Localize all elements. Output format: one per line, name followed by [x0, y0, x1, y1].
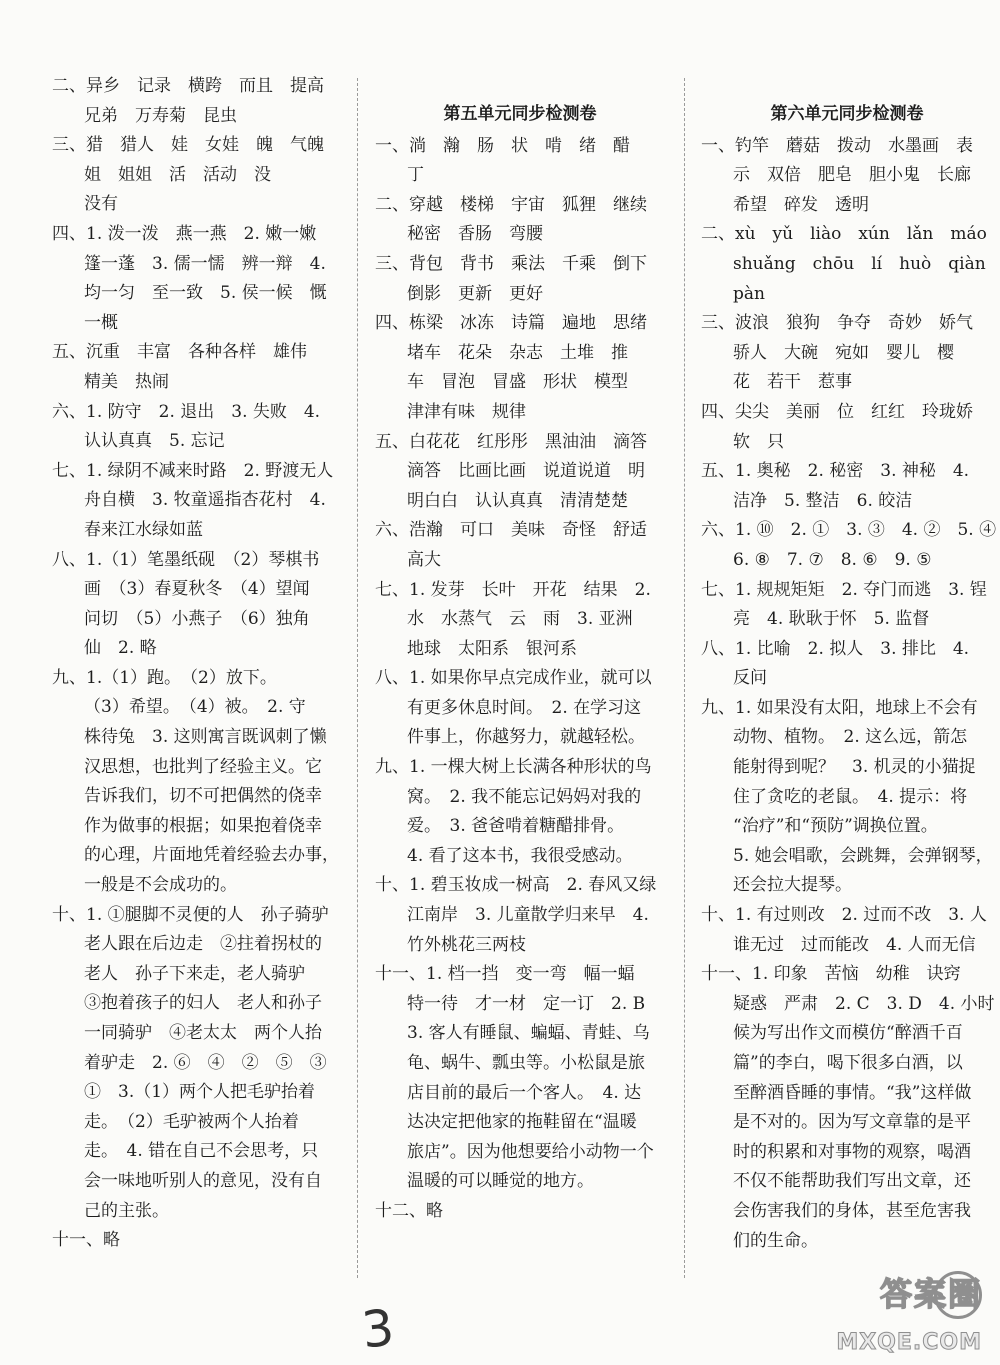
answer-line: 5. 她会唱歌，会跳舞，会弹钢琴， [733, 845, 993, 866]
answer-line: 还会拉大提琴。 [733, 875, 852, 896]
answer-line: 春来江水绿如蓝 [84, 519, 203, 540]
answer-line: pàn [733, 283, 765, 304]
answer-line: 竹外桃花三两枝 [407, 934, 526, 955]
answer-line: 十、1. ①腿脚不灵便的人 孙子骑驴 [52, 904, 329, 925]
answer-line: 一般是不会成功的。 [84, 875, 237, 896]
watermark-logo [836, 1269, 986, 1357]
answer-line: 示 双倍 肥皂 胆小鬼 长廊 [733, 165, 971, 186]
answer-line: 走。 （2）毛驴被两个人抬着 [84, 1111, 299, 1132]
answer-line: 五、沉重 丰富 各种各样 雄伟 [52, 342, 307, 363]
answer-column-3 [701, 72, 997, 1256]
answer-line: （3）希望。 （4）被。 2. 守 [84, 697, 306, 718]
answer-line: 走。 4. 错在自己不会思考，只 [84, 1141, 319, 1162]
answer-line: 三、猎 猎人 娃 女娃 魄 气魄 [52, 135, 324, 156]
answer-line: 精美 热闹 [84, 371, 169, 392]
answer-line: 洁净 5. 整洁 6. 皎洁 [733, 490, 913, 511]
answer-line: 6. ⑧ 7. ⑦ 8. ⑥ 9. ⑤ [733, 549, 932, 570]
answer-line: 不仅不能帮助我们写出文章，还 [733, 1171, 971, 1192]
answer-line: 株待兔 3. 这则寓言既讽刺了懒 [84, 727, 327, 748]
answer-line: 篷一蓬 3. 儒一懦 辨一辩 4. [84, 253, 326, 274]
answer-line: 堵车 花朵 杂志 土堆 推 [407, 342, 628, 363]
answer-line: 着驴走 2. ⑥ ④ ② ⑤ ③ [84, 1052, 327, 1073]
answer-line: 会一味地听别人的意见，没有自 [84, 1170, 322, 1191]
answer-line: 十一、1. 档一挡 变一弯 幅一蝠 [375, 964, 635, 985]
answer-line: 住了贪吃的老鼠。 4. 提示：将 [733, 786, 968, 807]
answer-line: 姐 姐姐 活 活动 没 [84, 164, 271, 185]
answer-line: 十、1. 碧玉妆成一树高 2. 春风又绿 [375, 875, 657, 896]
answer-line: 四、栋梁 冰冻 诗篇 遍地 思绪 [375, 313, 647, 334]
answer-line: shuǎng chōu lí huò qiàn [733, 253, 986, 274]
answer-line: 九、1.（1）跑。 （2）放下。 [52, 667, 277, 688]
answer-line: 十一、略 [52, 1230, 120, 1251]
answer-line: 江南岸 3. 儿童散学归来早 4. [407, 905, 649, 926]
answer-line: 温暖的可以睡觉的地方。 [407, 1171, 594, 1192]
answer-line: 津津有味 规律 [407, 401, 526, 422]
answer-line: 七、1. 发芽 长叶 开花 结果 2. [375, 579, 651, 600]
answer-line: 会伤害我们的身体，甚至危害我 [733, 1200, 971, 1221]
answer-line: 九、1. 如果没有太阳，地球上不会有 [701, 697, 978, 718]
answer-line: 水 水蒸气 云 雨 3. 亚洲 [407, 609, 633, 630]
answer-line: 件事上，你越努力，就越轻松。 [407, 727, 645, 748]
answer-line: 能射得到呢？ 3. 机灵的小猫捉 [733, 757, 976, 778]
answer-line: 希望 碎发 透明 [733, 194, 869, 215]
answer-column-2 [375, 72, 665, 1227]
answer-line: 兄弟 万寿菊 昆虫 [84, 105, 237, 126]
answer-line: 五、1. 奥秘 2. 秘密 3. 神秘 4. [701, 461, 970, 482]
answer-line: 八、1. 如果你早点完成作业，就可以 [375, 668, 652, 689]
answer-line: 八、1.（1）笔墨纸砚 （2）琴棋书 [52, 549, 320, 570]
answer-line: 店目前的最后一个客人。 4. 达 [407, 1082, 642, 1103]
unit5-title: 第五单元同步检测卷 [443, 104, 597, 124]
answer-line: 汉思想，也批判了经验主义。它 [84, 756, 322, 777]
answer-line: 谁无过 过而能改 4. 人而无信 [733, 934, 976, 955]
answer-line: 没有 [84, 194, 118, 215]
answer-line: 反问 [733, 668, 767, 689]
answer-line: 十二、略 [375, 1200, 443, 1221]
answer-line: 时的积累和对事物的观察，喝酒 [733, 1141, 971, 1162]
answer-line: 有更多休息时间。 2. 在学习这 [407, 697, 642, 718]
answer-line: 七、1. 绿阴不减来时路 2. 野渡无人 [52, 460, 334, 481]
answer-line: 滴答 比画比画 说道说道 明 [407, 461, 645, 482]
answer-line: 爱。 3. 爸爸啃着糖醋排骨。 [407, 816, 625, 837]
answer-line: 窝。 2. 我不能忘记妈妈对我的 [407, 786, 642, 807]
answer-column-1 [52, 72, 340, 1256]
answer-line: 告诉我们，切不可把偶然的侥幸 [84, 786, 322, 807]
answer-line: “治疗”和“预防”调换位置。 [733, 816, 938, 837]
answer-line: 一概 [84, 312, 118, 333]
unit6-title: 第六单元同步检测卷 [770, 104, 924, 124]
answer-line: 画 （3）春夏秋冬 （4）望闻 [84, 579, 310, 600]
answer-line: 四、1. 泼一泼 燕一燕 2. 嫩一嫩 [52, 223, 317, 244]
answer-line: 一、钓竿 蘑菇 拨动 水墨画 表 [701, 135, 973, 156]
answer-line: 候为写出作文而模仿“醉酒千百 [733, 1023, 963, 1044]
answer-line: 骄人 大碗 宛如 婴儿 樱 [733, 342, 954, 363]
answer-line: 老人 孙子下来走，老人骑驴 [84, 963, 305, 984]
answer-line: 问切 （5）小燕子 （6）独角 [84, 608, 310, 629]
answer-line: 三、波浪 狼狗 争夺 奇妙 娇气 [701, 313, 973, 334]
answer-line: 旅店”。因为他想要给小动物一个 [407, 1141, 654, 1162]
answer-line: 认认真真 5. 忘记 [84, 431, 225, 452]
answer-line: 四、尖尖 美丽 位 红红 玲珑娇 [701, 401, 973, 422]
answer-line: 秘密 香肠 弯腰 [407, 224, 543, 245]
answer-line: 均一匀 至一致 5. 侯一候 慨 [84, 283, 327, 304]
answer-line: 六、1. 防守 2. 退出 3. 失败 4. [52, 401, 321, 422]
answer-line: 动物、植物。 2. 这么远，箭怎 [733, 727, 968, 748]
watermark-top: 答案圈 [879, 1275, 982, 1313]
answer-line: 达决定把他家的拖鞋留在“温暖 [407, 1112, 637, 1133]
answer-line: 七、1. 规规矩矩 2. 夺门而逃 3. 锃 [701, 579, 987, 600]
answer-line: 地球 太阳系 银河系 [407, 638, 577, 659]
answer-line: 九、1. 一棵大树上长满各种形状的鸟 [375, 757, 652, 778]
answer-line: 3. 客人有睡鼠、蝙蝠、青蛙、乌 [407, 1023, 650, 1044]
answer-line: 花 若干 惹事 [733, 372, 852, 393]
answer-line: 仙 2. 略 [84, 638, 157, 659]
answer-line: 一同骑驴 ④老太太 两个人抬 [84, 1023, 322, 1043]
answer-line: 二、xù yǔ liào xún lǎn máo [701, 224, 987, 245]
answer-line: ③抱着孩子的妇人 老人和孙子 [84, 993, 322, 1014]
answer-line: 篇”的李白，喝下很多白酒，以 [733, 1053, 963, 1073]
answer-line: 亮 4. 耿耿于怀 5. 监督 [733, 609, 930, 630]
answer-line: 三、背包 背书 乘法 千乘 倒下 [375, 253, 647, 274]
answer-line: 老人跟在后边走 ②拄着拐杖的 [84, 934, 322, 955]
answer-line: 倒影 更新 更好 [407, 283, 543, 304]
watermark-bottom: MXQE.COM [836, 1330, 982, 1355]
column-divider [357, 78, 358, 1278]
answer-line: 4. 看了这本书，我很受感动。 [407, 845, 633, 866]
answer-line: 五、白花花 红彤彤 黑油油 滴答 [375, 431, 647, 452]
answer-line: 十一、1. 印象 苦恼 幼稚 诀窍 [701, 964, 961, 985]
answer-line: 的心理，片面地凭着经验去办事， [84, 845, 339, 866]
answer-line: 至醉酒昏睡的事情。“我”这样做 [733, 1082, 972, 1103]
answer-line: ① 3.（1）两个人把毛驴抬着 [84, 1082, 316, 1103]
answer-line: 明白白 认认真真 清清楚楚 [407, 490, 628, 511]
answer-line: 龟、蜗牛、瓢虫等。小松鼠是旅 [407, 1053, 645, 1073]
answer-line: 是不对的。因为写文章靠的是平 [733, 1112, 971, 1133]
answer-line: 高大 [407, 549, 441, 570]
column-divider [684, 78, 685, 1278]
answer-line: 二、穿越 楼梯 宇宙 狐狸 继续 [375, 194, 647, 215]
answer-line: 二、异乡 记录 横跨 而且 提高 [52, 76, 324, 96]
answer-line: 己的主张。 [84, 1200, 169, 1221]
answer-line: 八、1. 比喻 2. 拟人 3. 排比 4. [701, 638, 970, 659]
answer-line: 六、1. ⑩ 2. ① 3. ③ 4. ② 5. ④ [701, 520, 997, 541]
answer-line: 们的生命。 [733, 1230, 818, 1251]
answer-line: 特一待 才一材 定一订 2. B [407, 993, 646, 1014]
answer-line: 作为做事的根据；如果抱着侥幸 [84, 815, 322, 836]
answer-line: 十、1. 有过则改 2. 过而不改 3. 人 [701, 905, 987, 926]
answer-line: 疑惑 严肃 2. C 3. D 4. 小时 [733, 993, 995, 1014]
answer-line: 一、淌 瀚 肠 状 啃 绪 醋 [375, 135, 630, 156]
answer-line: 车 冒泡 冒盛 形状 模型 [407, 372, 628, 393]
page-number: 3 [359, 1298, 397, 1360]
answer-line: 丁 [407, 165, 424, 186]
answer-line: 软 只 [733, 431, 784, 452]
answer-line: 六、浩瀚 可口 美味 奇怪 舒适 [375, 520, 647, 541]
answer-line: 舟自横 3. 牧童遥指杏花村 4. [84, 490, 326, 511]
